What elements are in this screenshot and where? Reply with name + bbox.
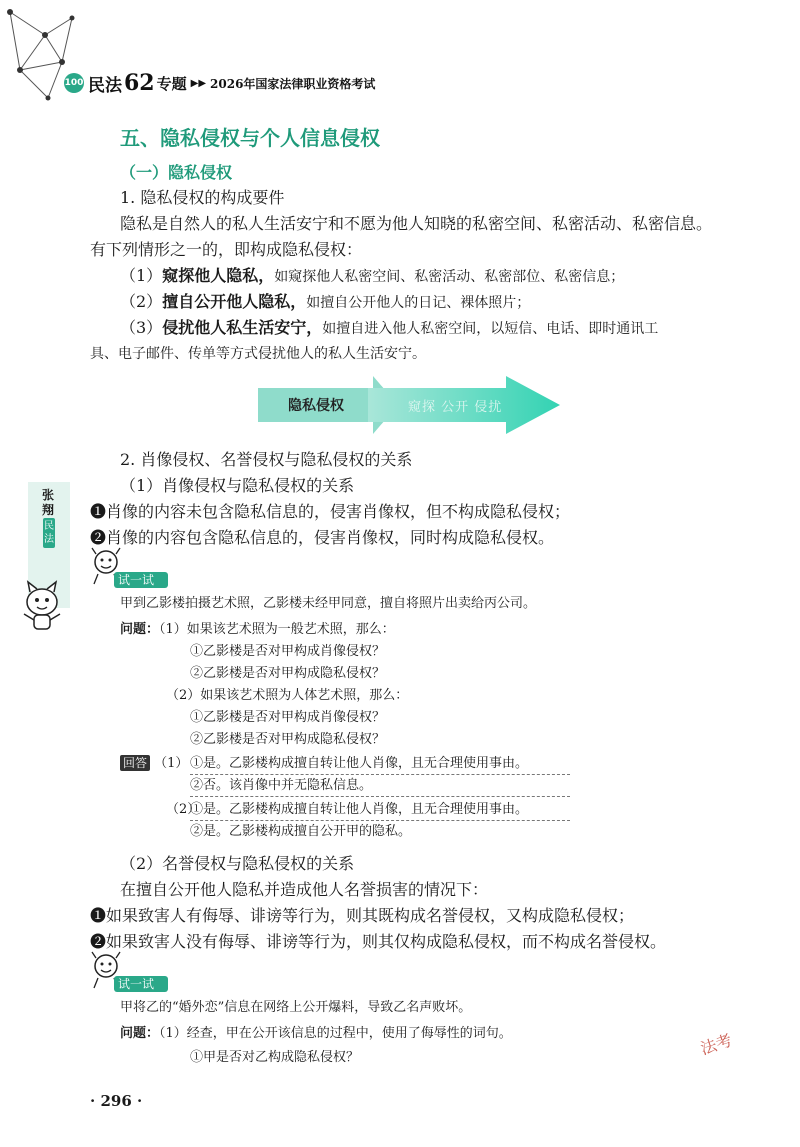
header-arrows-icon: ▶▶: [190, 77, 207, 89]
header-book: 民法: [88, 75, 122, 96]
item-lead: 窥探他人隐私，: [162, 266, 275, 285]
header-topic: 专题: [156, 74, 187, 93]
part1-item-3: [120, 316, 658, 341]
page-number: · 296 ·: [90, 1092, 143, 1110]
try-it-tag-2: [96, 970, 170, 994]
bullet-text: 肖像的内容包含隐私信息的，侵害肖像权，同时构成隐私侵权。: [106, 528, 555, 547]
try-tag-label: 试一试: [118, 977, 155, 991]
try1-a2a: ①是。乙影楼构成擅自转让他人肖像，且无合理使用事由。: [190, 800, 570, 821]
try1-answer-1: [120, 754, 188, 774]
try1-question-1: [120, 620, 395, 640]
side-author-name: 张翔: [41, 488, 54, 517]
try1-q2b: ②乙影楼是否对甲构成隐私侵权？: [190, 732, 386, 747]
running-header: [64, 70, 375, 96]
bullet-text: 如果致害人没有侮辱、诽谤等行为，则其仅构成隐私侵权，而不构成名誉侵权。: [106, 932, 667, 951]
part3-bullet-1: [90, 904, 634, 928]
try1-q2a: ①乙影楼是否对甲构成肖像侵权？: [190, 710, 386, 725]
part2-heading: 2. 肖像侵权、名誉侵权与隐私侵权的关系: [120, 450, 413, 469]
part1-item-2: [120, 290, 530, 315]
bullet-marker: ❶: [90, 502, 107, 521]
try2-q1a: ①甲是否对乙构成隐私侵权？: [190, 1050, 360, 1065]
try1-a2b: ②是。乙影楼构成擅自公开甲的隐私。: [190, 824, 412, 839]
part1-heading: 1. 隐私侵权的构成要件: [120, 188, 285, 207]
try2-question-1: [120, 1024, 512, 1044]
question-text: （1）经查，甲在公开该信息的过程中，使用了侮辱性的词句。: [159, 1026, 512, 1041]
item-number: （3）: [120, 318, 163, 337]
try2-case: 甲将乙的“婚外恋”信息在网络上公开爆料，导致乙名声败坏。: [120, 1000, 472, 1015]
try-tag-label: 试一试: [118, 573, 155, 587]
question-label: 问题：: [120, 622, 160, 637]
part3-bullet-2: [90, 930, 666, 954]
try1-q1a: ①乙影楼是否对甲构成肖像侵权？: [190, 644, 386, 659]
try1-case: 甲到乙影楼拍摄艺术照，乙影楼未经甲同意，擅自将照片出卖给丙公司。: [120, 596, 537, 611]
bullet-marker: ❷: [90, 932, 107, 951]
side-subject-tag: 民法: [43, 518, 55, 548]
header-exam: 2026年国家法律职业资格考试: [210, 76, 376, 91]
try1-q1b: ②乙影楼是否对甲构成隐私侵权？: [190, 666, 386, 681]
section-title: 五、隐私侵权与个人信息侵权: [120, 126, 380, 150]
part1-item-3-cont: 具、电子邮件、传单等方式侵扰他人的私人生活安宁。: [90, 346, 426, 362]
item-lead: 擅自公开他人隐私，: [162, 292, 307, 311]
handwritten-stamp: 法考: [698, 1030, 735, 1059]
item-detail: 如擅自进入他人私密空间，以短信、电话、即时通讯工: [322, 321, 659, 337]
mascot-cat-icon: [18, 580, 66, 632]
item-number: （2）: [120, 292, 163, 311]
part1-intro-2: 有下列情形之一的，即构成隐私侵权：: [90, 240, 363, 259]
item-detail: 如擅自公开他人的日记、裸体照片；: [306, 295, 531, 311]
part1-intro-1: 隐私是自然人的私人生活安宁和不愿为他人知晓的私密空间、私密活动、私密信息。: [120, 214, 713, 233]
part2-bullet-2: [90, 526, 554, 550]
part1-item-1: [120, 264, 624, 289]
try1-a1b: ②否。该肖像中并无隐私信息。: [190, 776, 570, 797]
part2-sub1: （1）肖像侵权与隐私侵权的关系: [120, 476, 355, 495]
header-number: 62: [124, 70, 155, 96]
item-lead: 侵扰他人私生活安宁，: [162, 318, 323, 337]
part2-bullet-1: [90, 500, 570, 524]
try1-question-2: （2）如果该艺术照为人体艺术照，那么：: [166, 688, 409, 703]
item-detail: 如窥探他人私密空间、私密活动、私密部位、私密信息；: [274, 269, 625, 285]
try1-answer-2-num: （2）: [166, 802, 201, 817]
question-text: （1）如果该艺术照为一般艺术照，那么：: [159, 622, 395, 637]
header-badge-icon: 100: [64, 73, 84, 93]
try1-a1a: ①是。乙影楼构成擅自转让他人肖像，且无合理使用事由。: [190, 754, 570, 775]
bullet-text: 肖像的内容未包含隐私信息的，侵害肖像权，但不构成隐私侵权；: [106, 502, 571, 521]
answer-tag: 回答: [120, 755, 150, 771]
item-number: （1）: [120, 266, 163, 285]
bullet-marker: ❶: [90, 906, 107, 925]
try-it-tag-1: [96, 566, 170, 590]
bullet-text: 如果致害人有侮辱、诽谤等行为，则其既构成名誉侵权，又构成隐私侵权；: [106, 906, 635, 925]
part3-intro: 在擅自公开他人隐私并造成他人名誉损害的情况下：: [120, 880, 489, 899]
arrow-main-label: 隐私侵权: [288, 398, 344, 414]
answer-num: （1）: [154, 756, 189, 771]
bullet-marker: ❷: [90, 528, 107, 547]
arrow-faded-label: 窥探 公开 侵扰: [408, 400, 503, 415]
question-label: 问题：: [120, 1026, 160, 1041]
part3-sub2: （2）名誉侵权与隐私侵权的关系: [120, 854, 355, 873]
subsection-title: （一）隐私侵权: [120, 163, 233, 182]
arrow-graphic: [258, 376, 562, 434]
